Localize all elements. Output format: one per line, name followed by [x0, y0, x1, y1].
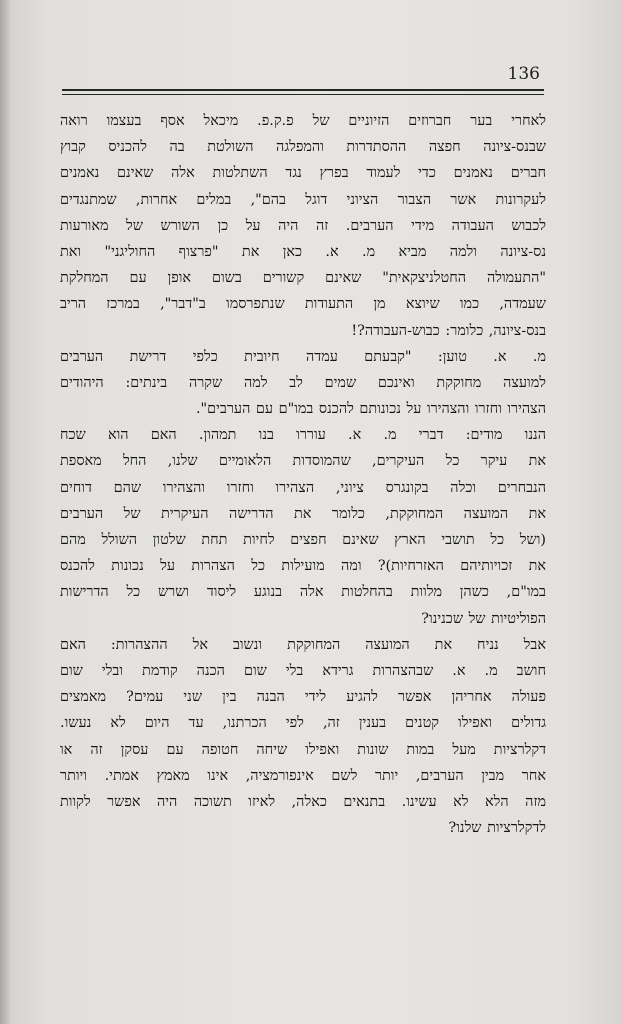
page-number: 136 [507, 64, 540, 84]
text-line: מזה הלא לא עשינו. בתנאים כאלה, לאיזו תשוכה היה אפשר לקוות [60, 793, 546, 810]
text-line: הפוליטיות של שכנינו? [421, 610, 546, 627]
text-line: נס-ציונה ולמה מביא מ. א. כאן את "פרצוף החוליגני" ואת [60, 243, 546, 260]
text-line: לעקרונות אשר הצבור הציוני דוגל בהם", במלים אחרות, שמתנגדים [60, 191, 546, 208]
text-line: את זכויותיהם האזרחיות)? ומה מועילות כל הצהרות על נכונות להכנס [60, 558, 546, 575]
text-line: את עיקר כל העיקרים, שהמוסדות הלאומיים שלנו, החל מאספת [60, 453, 546, 470]
text-line: בנס-ציונה, כלומר: כבוש-העבודה?! [351, 322, 546, 339]
text-line: הנבחרים וכלה בקונגרס ציוני, הצהירו וחזרו והצהירו שהם דוחים [60, 479, 546, 496]
header-rule-thin [62, 94, 544, 95]
body-text [60, 108, 546, 841]
book-spine-shadow [0, 0, 10, 1024]
text-line: אחר מבין הערבים, יותר לשם אינפורמציה, אינו מאמץ אמתי. ויותר [60, 767, 546, 784]
text-line: פעולה אחריהן אפשר להגיע לידי הבנה בין שני עמים? מאמצים [60, 689, 546, 706]
text-line: מ. א. טוען: "קבעתם עמדה חיובית כלפי דרישת הערבים [60, 348, 546, 365]
text-line: את המועצה המחוקקת, כלומר את הדרישה העיקרית של הערבים [60, 505, 546, 522]
text-line: שבנס-ציונה חפצה ההסתדרות והמפלגה השולטת בה להכניס קבוץ [60, 139, 546, 156]
text-line: לאחרי בער חברוזים הזיוניים של פ.ק.פ. מיכאל אסף בעצמו רואה [60, 113, 546, 129]
text-line: "התעמולה החטלניצקאית" שאינם קשורים בשום אופן עם המחלקת [60, 270, 546, 287]
text-line: לדקלרציות שלנו? [448, 820, 546, 837]
text-line: גדולים ואפילו קטנים בענין זה, לפי הכרתנו, עד היום לא נעשו. [60, 715, 546, 732]
text-line: לכבוש העבודה מידי הערבים. זה היה על כן השורש של מאורעות [60, 217, 546, 234]
text-line: חברים נאמנים כדי לעמוד בפרץ נגד השתלטות אלה שאינם נאמנים [60, 165, 546, 182]
text-line: אבל נניח את המועצה המחוקקת ונשוב אל ההצהרות: האם [60, 636, 546, 653]
text-line: במו"ם, כשהן מלוות בהחלטות אלה בנוגע ליסוד ושרש כל הדרישות [60, 584, 546, 601]
text-line: (ושל כל תושבי הארץ שאינם חפצים לחיות תחת שלטון השולל מהם [60, 532, 546, 548]
text-line: דקלרציות מעל במות שונות ואפילו שיחה חטופה עם עסקן זה או [60, 741, 546, 758]
text-line: הננו מודים: דברי מ. א. עוררו בנו תמהון. האם הוא שכח [60, 427, 546, 444]
text-line: הצהירו וחזרו והצהירו על נכונותם להכנס במו"ם עם הערבים". [195, 401, 546, 418]
text-line: חושב מ. א. שבהצהרות גרידא בלי שום הכנה קודמת ובלי שום [60, 662, 546, 679]
text-line: שעמדה, כמו שיוצא מן התעודות שנתפרסמו ב"דבר", במרכז הריב [60, 296, 546, 313]
header-rule-thick [62, 89, 544, 91]
text-line: למועצה מחוקקת ואינכם שמים לב למה שקרה בינתים: היהודים [60, 374, 546, 391]
